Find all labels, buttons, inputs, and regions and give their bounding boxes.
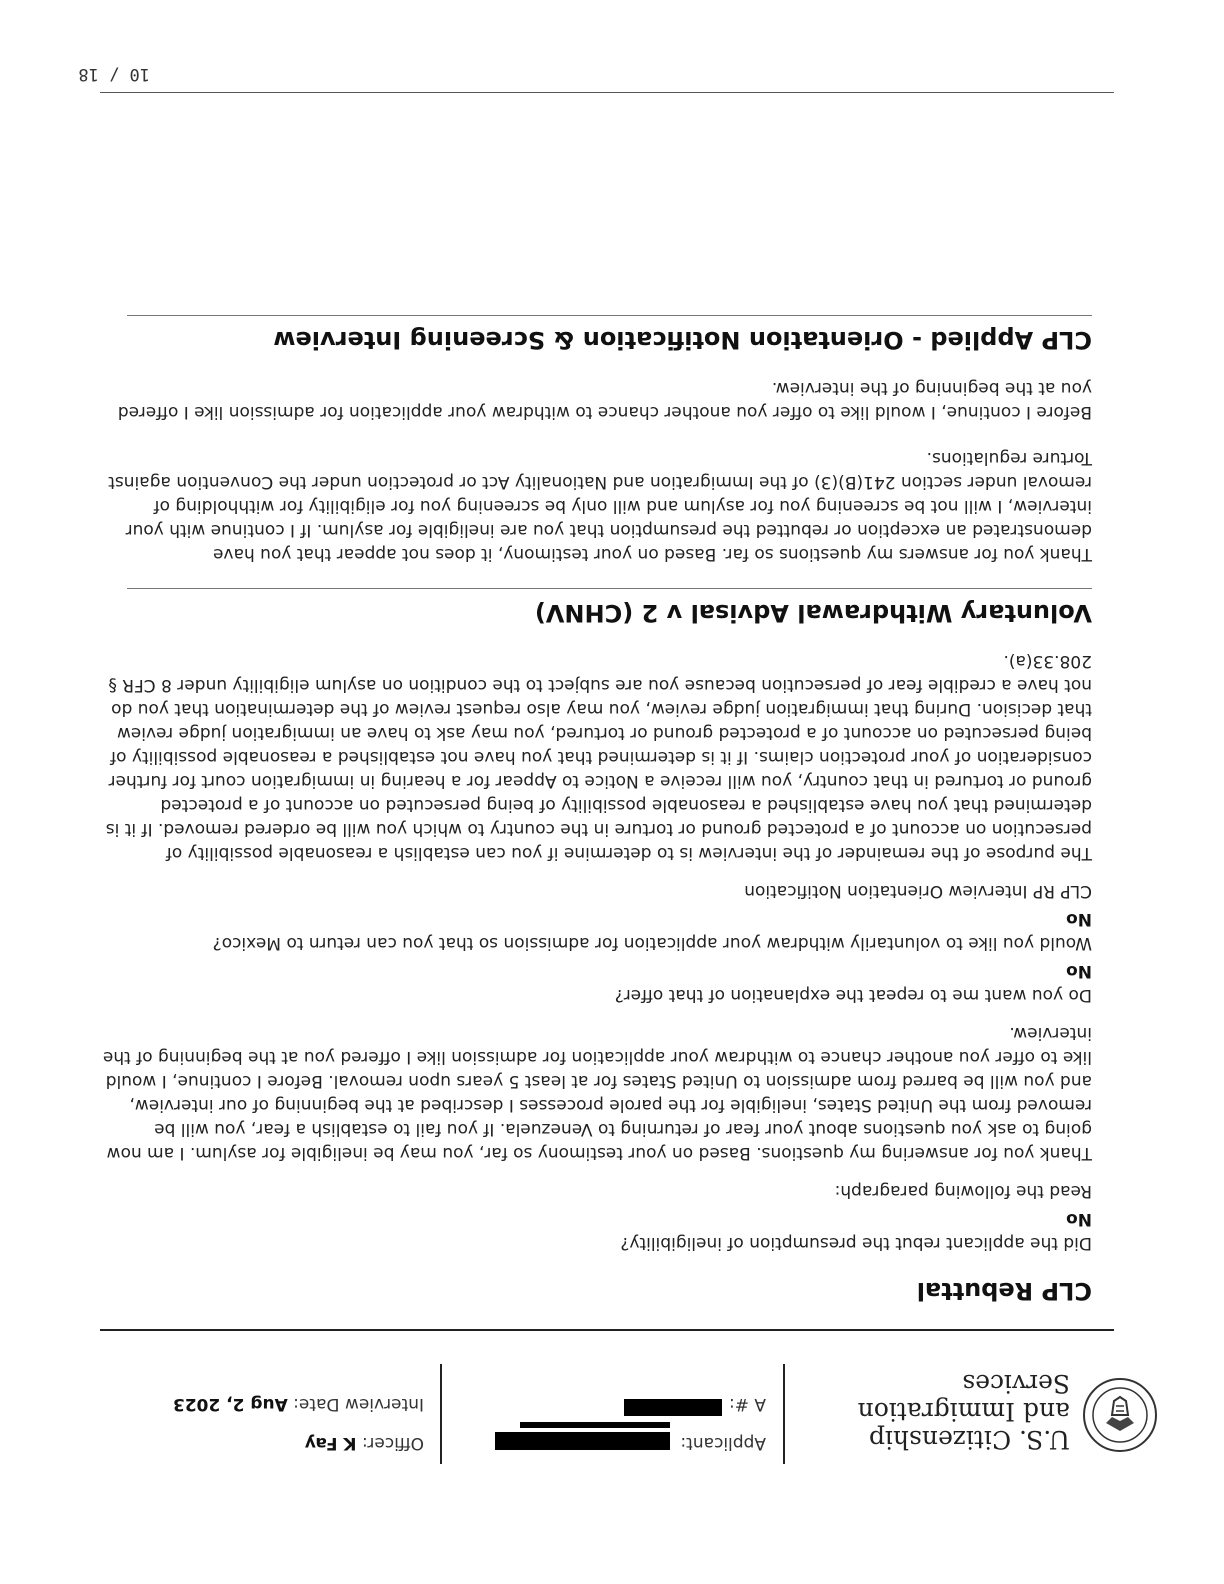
applicant-row [456,1423,766,1456]
question-rebut-presumption: Did the applicant rebut the presumption of ineligibility? [620,1233,1092,1253]
paragraph-orientation-notification: The purpose of the remainder of the interview is to determine if you can establish a reasonable possibility of persecution on account of a protected ground or torture in the country to which you will be ordered removed. If it is determined that you have established a reasonable possibility of being persecuted on account of a protected ground or tortured in that country, you will receive a Notice to Appear for a hearing in immigration court for further consideration of your protection claims. If it is determined that you have not established a reasonable possibility of being persecuted on account of a protected ground or tortured, you may ask to have an immigration judge review that decision. During that immigration judge review, you may also request review of the determination that you do not have a credible fear of persecution because you are subject to the condition on asylum eligibility under 8 CFR § 208.33(a). [105,651,1092,863]
officer-value: K Fay [304,1433,357,1453]
answer-rebut-presumption: No [1066,1209,1092,1229]
officer-block [94,1384,424,1456]
section-title-clp-rebuttal: CLP Rebuttal [916,1277,1092,1305]
officer-row [94,1423,424,1456]
anum-label: A #: [728,1394,766,1414]
answer-voluntary-withdraw: No [1066,909,1092,929]
anum-row [456,1384,766,1417]
section-rule [127,588,1092,589]
paragraph-ineligibility-notice: Thank you for answering my questions. Based on your testimony so far, you may be ineligible for asylum. I am now going to ask you questions about your fear of returning to Venezuela. If you fail to establish a fear, you will be removed from the United States, ineligible for the parole processes I described at the beginning of our interview, and you will be barred from admission to United States for at least 5 years upon removal. Before I continue, I would like to offer you another chance to withdraw your application for admission like I offered you at the beginning of the interview. [102,1023,1092,1163]
orientation-notification-label: CLP RP Interview Orientation Notification [744,881,1092,901]
section-rule [127,315,1092,316]
paragraph-withdrawal-advisal: Thank you for answers my questions so far. Based on your testimony, it does not appear that you have demonstrated an exception or rebutted the presumption that you are ineligible for asylum. If I continue with your interview, I will not be screening you for asylum and will only be screening you for eligibility for withholding of removal under section 241(B)(3) of the Immigration and Nationality Act or protection under the Convention against Torture regulations. [108,448,1092,564]
interview-date-row [94,1384,424,1417]
question-repeat-offer: Do you want me to repeat the explanation of that offer? [614,985,1092,1005]
interview-date-label: Interview Date: [293,1394,424,1414]
applicant-label: Applicant: [680,1433,766,1453]
interview-date-value: Aug 2, 2023 [172,1394,288,1414]
section-title-clp-applied: CLP Applied - Orientation Notification & Screening Interview [273,326,1092,354]
redacted-applicant-line [520,1422,670,1428]
header-divider [783,1364,785,1464]
redacted-applicant-name [495,1432,670,1450]
redacted-anumber [624,1399,722,1416]
dhs-seal-icon [1082,1377,1158,1453]
section-title-voluntary-withdrawal: Voluntary Withdrawal Advisal v 2 (CHNV) [534,599,1092,627]
footer-rule [100,92,1114,93]
paragraph-withdrawal-offer: Before I continue, I would like to offer you another chance to withdraw your application for admission like I offered you at the beginning of the interview. [117,378,1092,422]
header-divider [440,1364,442,1464]
answer-repeat-offer: No [1066,961,1092,981]
page-number: 10 / 18 [78,64,150,84]
document-content [102,315,1092,1305]
applicant-block [456,1384,766,1456]
officer-label: Officer: [361,1433,424,1453]
question-voluntary-withdraw: Would you like to voluntarily withdraw your application for admission so that you can return to Mexico? [212,933,1092,953]
header-rule [100,1329,1114,1331]
agency-name: U.S. Citizenship and Immigration Services [857,1369,1070,1454]
instruction-read-paragraph: Read the following paragraph: [834,1181,1092,1201]
